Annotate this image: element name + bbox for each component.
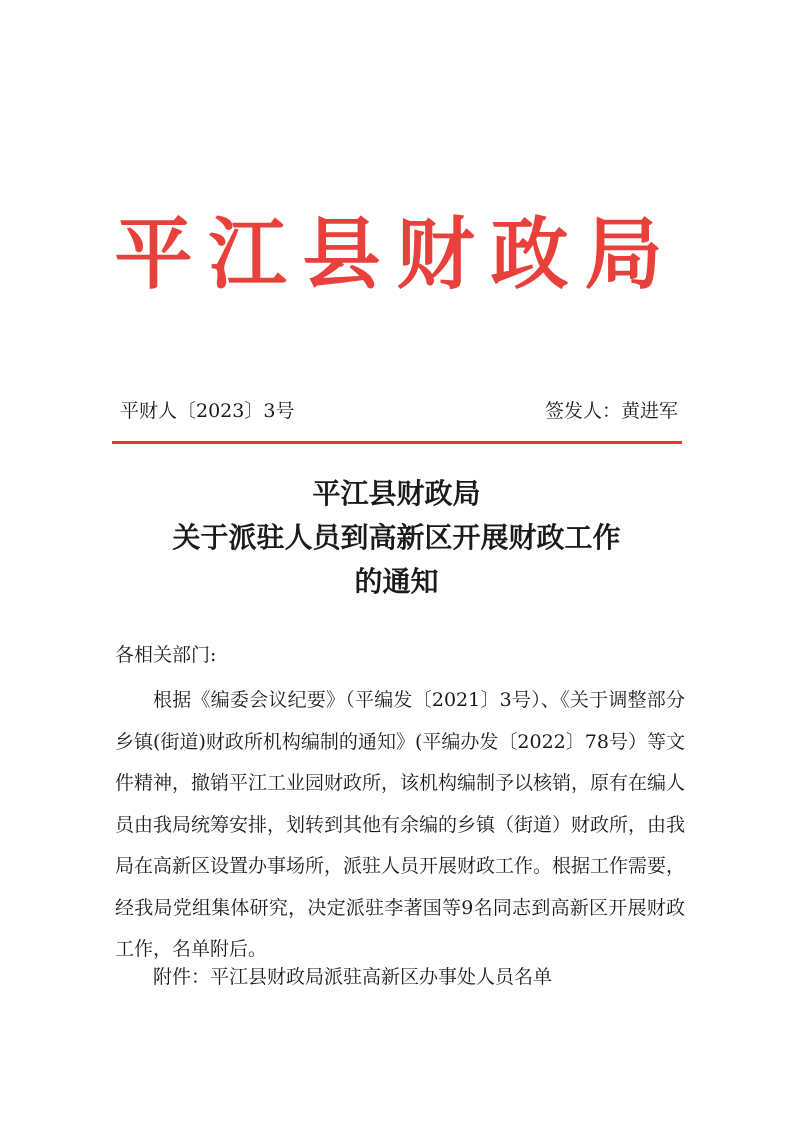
attachment-note: 附件：平江县财政局派驻高新区办事处人员名单	[153, 966, 553, 988]
body-paragraph: 根据《编委会议纪要》（平编发〔2021〕3号）、《关于调整部分乡镇(街道)财政所机构编制的通知》(平编办发〔2022〕78号）等文件精神，撤销平江工业园财政所，该机构编制予以核销，原有在编人员由我局统筹安排，划转到其他有余编的乡镇（街道）财政所，由我局在高新区设置办事场所，派驻人员开展财政工作。根据工作需要，经我局党组集体研究，决定派驻李著国等9名同志到高新区开展财政工作，名单附后。	[115, 689, 686, 960]
title-line-2: 关于派驻人员到高新区开展财政工作	[172, 521, 621, 554]
title-line-3: 的通知	[354, 565, 439, 598]
document-title	[0, 472, 793, 604]
red-divider-rule	[112, 441, 682, 444]
document-number: 平财人〔2023〕3号	[120, 400, 295, 422]
agency-masthead: 平江县财政局	[114, 209, 679, 300]
signer: 签发人：黄进军	[544, 400, 678, 422]
salutation: 各相关部门:	[115, 644, 217, 666]
title-line-1: 平江县财政局	[312, 477, 481, 510]
